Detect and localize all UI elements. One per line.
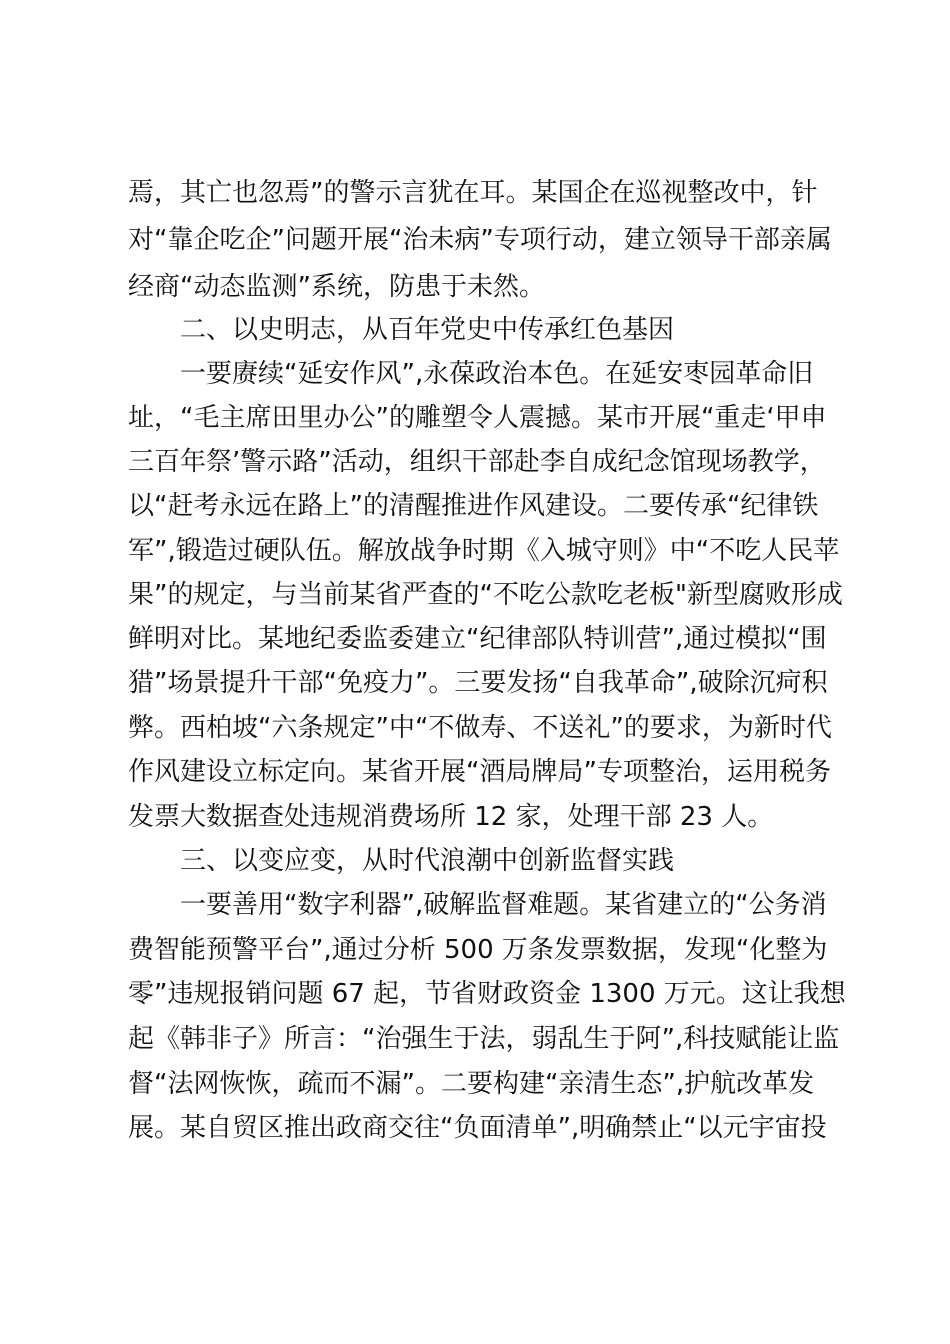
text-line: 军”,锻造过硬队伍。解放战争时期《入城守则》中“不吃人民苹 [128,536,840,566]
text-line: 经商“动态监测”系统，防患于未然。 [128,272,545,302]
text-line: 督“法网恢恢，疏而不漏”。二要构建“亲清生态”,护航改革发 [128,1069,815,1099]
text-line: 鲜明对比。某地纪委监委建立“纪律部队特训营”,通过模拟“围 [128,624,827,654]
text-line: 三百年祭’警示路”活动，组织干部赴李自成纪念馆现场教学， [128,447,826,477]
text-line: 费智能预警平台”,通过分析 500 万条发票数据，发现“化整为 [128,935,828,965]
text-line: 以“赶考永远在路上”的清醒推进作风建设。二要传承“纪律铁 [128,491,819,521]
text-line: 一要善用“数字利器”,破解监督难题。某省建立的“公务消 [180,890,827,920]
section-heading: 三、以变应变，从时代浪潮中创新监督实践 [180,846,675,876]
text-line: 果”的规定，与当前某省严查的“不吃公款吃老板"新型腐败形成 [128,580,843,610]
text-line: 对“靠企吃企”问题开展“治未病”专项行动，建立领导干部亲属 [128,225,832,255]
text-line: 焉，其亡也忽焉”的警示言犹在耳。某国企在巡视整改中，针 [128,178,818,208]
text-line: 作风建设立标定向。某省开展“酒局牌局”专项整治，运用税务 [128,757,831,787]
text-line: 址，“毛主席田里办公”的雕塑令人震撼。某市开展“重走‘甲申 [128,403,827,433]
text-line: 弊。西柏坡“六条规定”中“不做寿、不送礼”的要求，为新时代 [128,713,832,743]
section-heading: 二、以史明志，从百年党史中传承红色基因 [180,315,675,345]
text-line: 零”违规报销问题 67 起，节省财政资金 1300 万元。这让我想 [128,979,846,1009]
text-line: 猎”场景提升干部“免疫力”。三要发扬“自我革命”,破除沉疴积 [128,668,828,698]
text-line: 起《韩非子》所言：“治强生于法，弱乱生于阿”,科技赋能让监 [128,1024,840,1054]
text-line: 发票大数据查处违规消费场所 12 家，处理干部 23 人。 [128,802,774,832]
text-line: 一要赓续“延安作风”,永葆政治本色。在延安枣园革命旧 [180,359,814,389]
text-line: 展。某自贸区推出政商交往“负面清单”,明确禁止“以元宇宙投 [128,1113,827,1143]
